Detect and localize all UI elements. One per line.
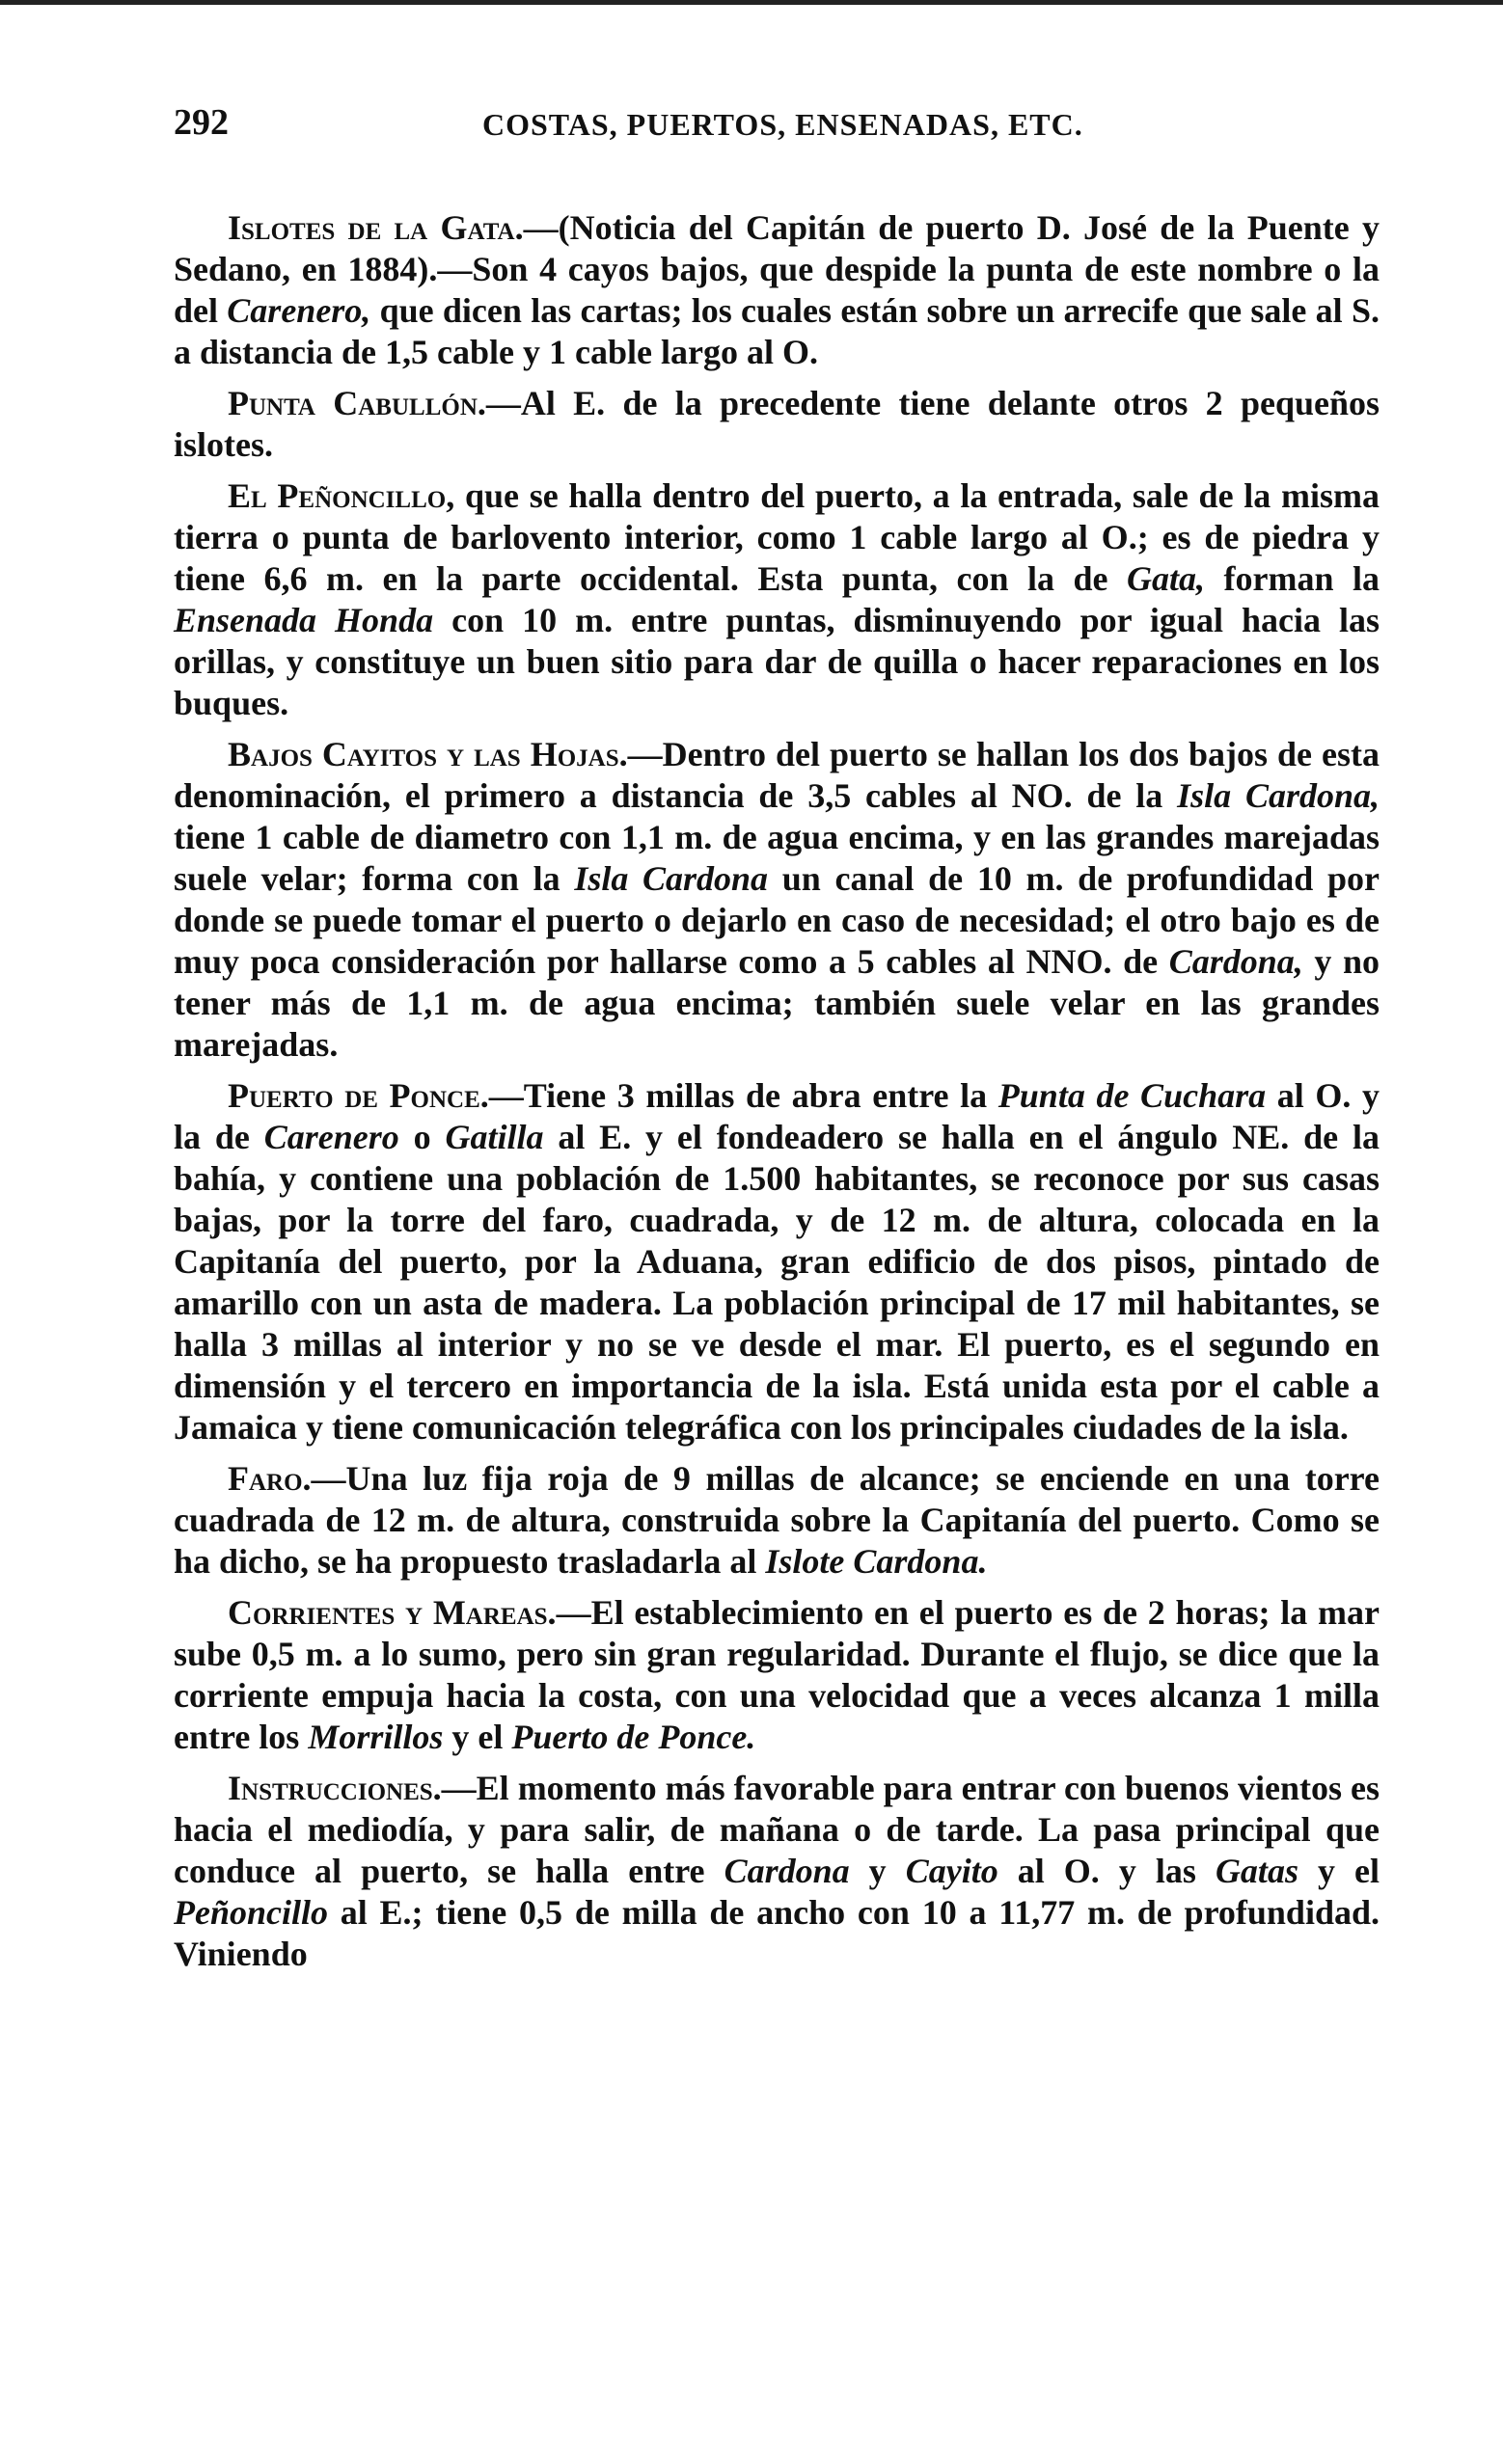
paragraph-text: al O. y las	[997, 1852, 1216, 1890]
paragraph-text: —Dentro del puerto se hallan los dos bajos de esta denominación, el primero a distancia de 3,5 cables al NO. de la	[174, 735, 1380, 815]
paragraph-text: al E.; tiene 0,5 de milla de ancho con 10 a 11,77 m. de profundidad. Viniendo	[174, 1893, 1380, 1973]
paragraph-text: tiene 1 cable de diametro con 1,1 m. de agua encima, y en las grandes marejadas suele velar; forma con la	[174, 818, 1380, 898]
italic-place-name: Morrillos	[308, 1718, 444, 1756]
page-header	[174, 101, 1380, 159]
paragraph-heading: Puerto de Ponce.	[228, 1076, 489, 1115]
paragraph	[174, 1075, 1380, 1449]
italic-place-name: Carenero	[263, 1118, 399, 1156]
italic-place-name: Islote Cardona.	[765, 1542, 988, 1581]
italic-place-name: Punta de Cuchara	[997, 1076, 1267, 1115]
paragraph-text: un canal de 10 m. de profundidad por donde se puede tomar el puerto o dejarlo en caso de necesidad; el otro bajo es de muy poca consideración por hallarse como a 5 cables al NNO. de	[174, 859, 1380, 981]
paragraph-text: o	[398, 1118, 446, 1156]
italic-place-name: Ensenada Honda	[174, 601, 434, 639]
italic-place-name: Isla Cardona	[574, 859, 769, 898]
paragraph-text: y el	[443, 1718, 512, 1756]
paragraph-text: y	[849, 1852, 906, 1890]
italic-place-name: Cardona,	[1168, 942, 1303, 981]
paragraph-text: —Una luz fija roja de 9 millas de alcance; se enciende en una torre cuadrada de 12 m. de altura, construida sobre la Capitanía del puerto. Como se ha dicho, se ha propuesto trasladarla al	[174, 1459, 1380, 1581]
paragraph-heading: Faro.	[228, 1459, 312, 1498]
paragraph-text: al O. y la de	[174, 1076, 1380, 1156]
italic-place-name: Isla Cardona,	[1177, 776, 1380, 815]
paragraph	[174, 734, 1380, 1066]
paragraph-text: que dicen las cartas; los cuales están sobre un arrecife que sale al S. a distancia de 1,5 cable y 1 cable largo al O.	[174, 291, 1380, 371]
paragraph-text: —Tiene 3 millas de abra entre la	[488, 1076, 998, 1115]
paragraph-heading: Islotes de la Gata.	[228, 208, 524, 247]
paragraph-heading: El Peñoncillo,	[228, 476, 455, 515]
italic-place-name: Cardona	[724, 1852, 850, 1890]
paragraph-text: y no tener más de 1,1 m. de agua encima; también suele velar en las grandes marejadas.	[174, 942, 1380, 1064]
italic-place-name: Carenero,	[227, 291, 371, 330]
paragraph-heading: Instrucciones.	[228, 1769, 442, 1807]
page	[174, 101, 1380, 1985]
running-head: COSTAS, PUERTOS, ENSENADAS, ETC.	[482, 107, 1083, 142]
top-rule	[0, 0, 1503, 5]
paragraph	[174, 1768, 1380, 1975]
paragraph-text: y el	[1298, 1852, 1380, 1890]
italic-place-name: Cayito	[905, 1852, 998, 1890]
paragraph-heading: Corrientes y Mareas.	[228, 1593, 557, 1632]
page-number: 292	[174, 102, 229, 143]
paragraph-text: —Al E. de la precedente tiene delante otros 2 pequeños islotes.	[174, 384, 1380, 464]
italic-place-name: Puerto de Ponce.	[511, 1718, 756, 1756]
page-body	[174, 207, 1380, 1975]
paragraph-text: —El momento más favorable para entrar con buenos vientos es hacia el mediodía, y para salir, de mañana o de tarde. La pasa principal que conduce al puerto, se halla entre	[174, 1769, 1380, 1890]
paragraph-heading: Punta Cabullón.	[228, 384, 486, 422]
paragraph-text: —(Noticia del Capitán de puerto D. José de la Puente y Sedano, en 1884).—Son 4 cayos bajos, que despide la punta de este nombre o la del	[174, 208, 1380, 330]
italic-place-name: Peñoncillo	[174, 1893, 328, 1932]
paragraph	[174, 207, 1380, 373]
italic-place-name: Gatas	[1215, 1852, 1298, 1890]
paragraph-text: con 10 m. entre puntas, disminuyendo por igual hacia las orillas, y constituye un buen sitio para dar de quilla o hacer reparaciones en los buques.	[174, 601, 1380, 722]
paragraph	[174, 475, 1380, 724]
paragraph-text: al E. y el fondeadero se halla en el ángulo NE. de la bahía, y contiene una población de 1.500 habitantes, se reconoce por sus casas bajas, por la torre del faro, cuadrada, y de 12 m. de altura, colocada en la Capitanía del puerto, por la Aduana, gran edificio de dos pisos, pintado de amarillo con un asta de madera. La población principal de 17 mil habitantes, se halla 3 millas al interior y no se ve desde el mar. El puerto, es el segundo en dimensión y el tercero en importancia de la isla. Está unida esta por el cable a Jamaica y tiene comunicación telegráfica con los principales ciudades de la isla.	[174, 1118, 1380, 1447]
italic-place-name: Gata,	[1127, 559, 1206, 598]
paragraph	[174, 383, 1380, 466]
paragraph	[174, 1592, 1380, 1758]
paragraph	[174, 1458, 1380, 1583]
paragraph-text: que se halla dentro del puerto, a la entrada, sale de la misma tierra o punta de barlovento interior, como 1 cable largo al O.; es de piedra y tiene 6,6 m. en la parte occidental. Esta punta, con la de	[174, 476, 1380, 598]
paragraph-text: forman la	[1205, 559, 1380, 598]
paragraph-heading: Bajos Cayitos y las Hojas.	[228, 735, 628, 773]
paragraph-text: —El establecimiento en el puerto es de 2 horas; la mar sube 0,5 m. a lo sumo, pero sin gran regularidad. Durante el flujo, se dice que la corriente empuja hacia la costa, con una velocidad que a veces alcanza 1 milla entre los	[174, 1593, 1380, 1756]
italic-place-name: Gatilla	[445, 1118, 544, 1156]
